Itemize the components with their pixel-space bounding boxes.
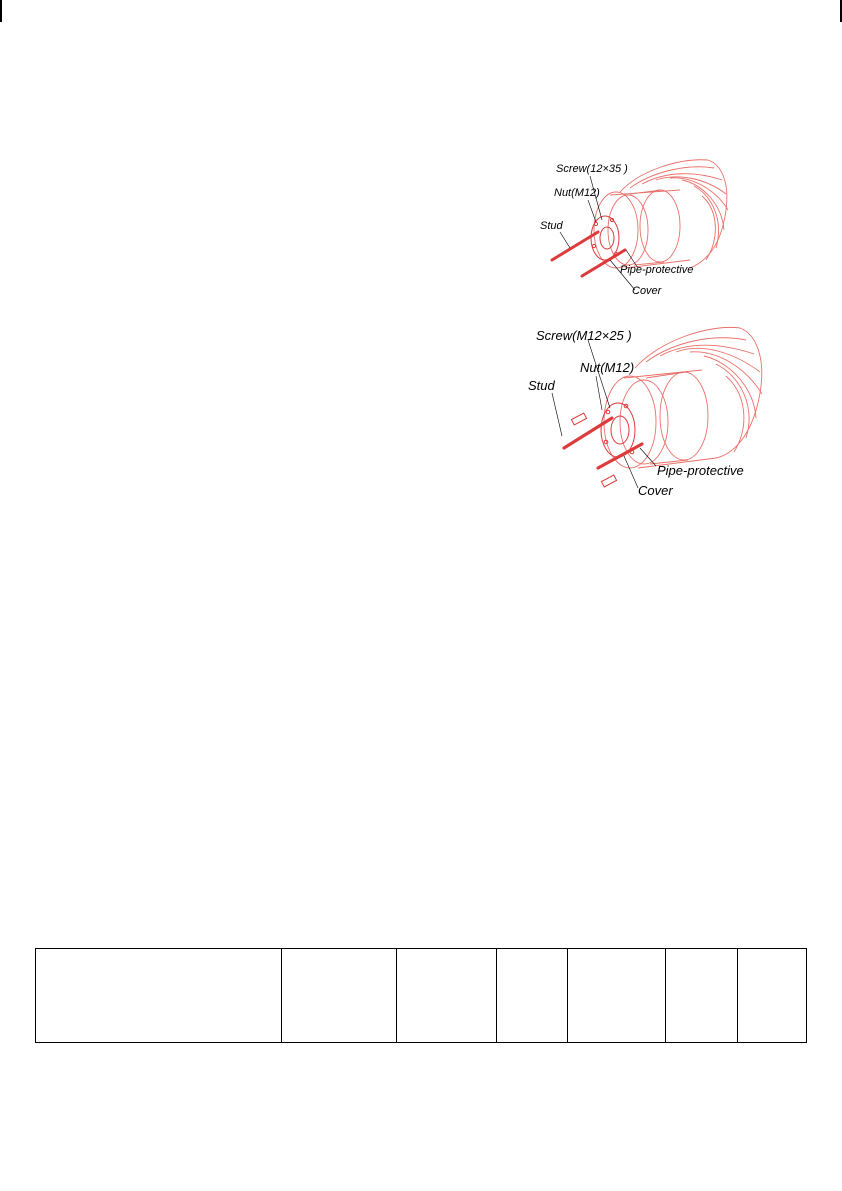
footer-table — [35, 948, 807, 1043]
left-edge-mark — [0, 0, 2, 22]
label-stud: Stud — [540, 220, 563, 232]
label-screw: Screw(M12×25 ) — [536, 328, 632, 343]
label-cover: Cover — [632, 285, 662, 297]
table-cell — [666, 949, 738, 1043]
assembly-figure-2 — [520, 318, 770, 503]
table-cell — [36, 949, 282, 1043]
label-nut: Nut(M12) — [580, 360, 635, 375]
label-nut: Nut(M12) — [554, 187, 600, 199]
label-stud: Stud — [528, 378, 555, 393]
table-row — [36, 949, 807, 1043]
table-cell — [738, 949, 807, 1043]
label-pipe-protective: Pipe-protective — [620, 264, 694, 276]
label-pipe-protective: Pipe-protective — [657, 463, 744, 478]
table-cell — [397, 949, 497, 1043]
label-screw: Screw(12×35 ) — [556, 163, 628, 175]
table-cell — [282, 949, 397, 1043]
label-cover: Cover — [638, 483, 673, 498]
table-cell — [497, 949, 568, 1043]
assembly-figure-1 — [530, 150, 740, 300]
table-cell — [568, 949, 666, 1043]
